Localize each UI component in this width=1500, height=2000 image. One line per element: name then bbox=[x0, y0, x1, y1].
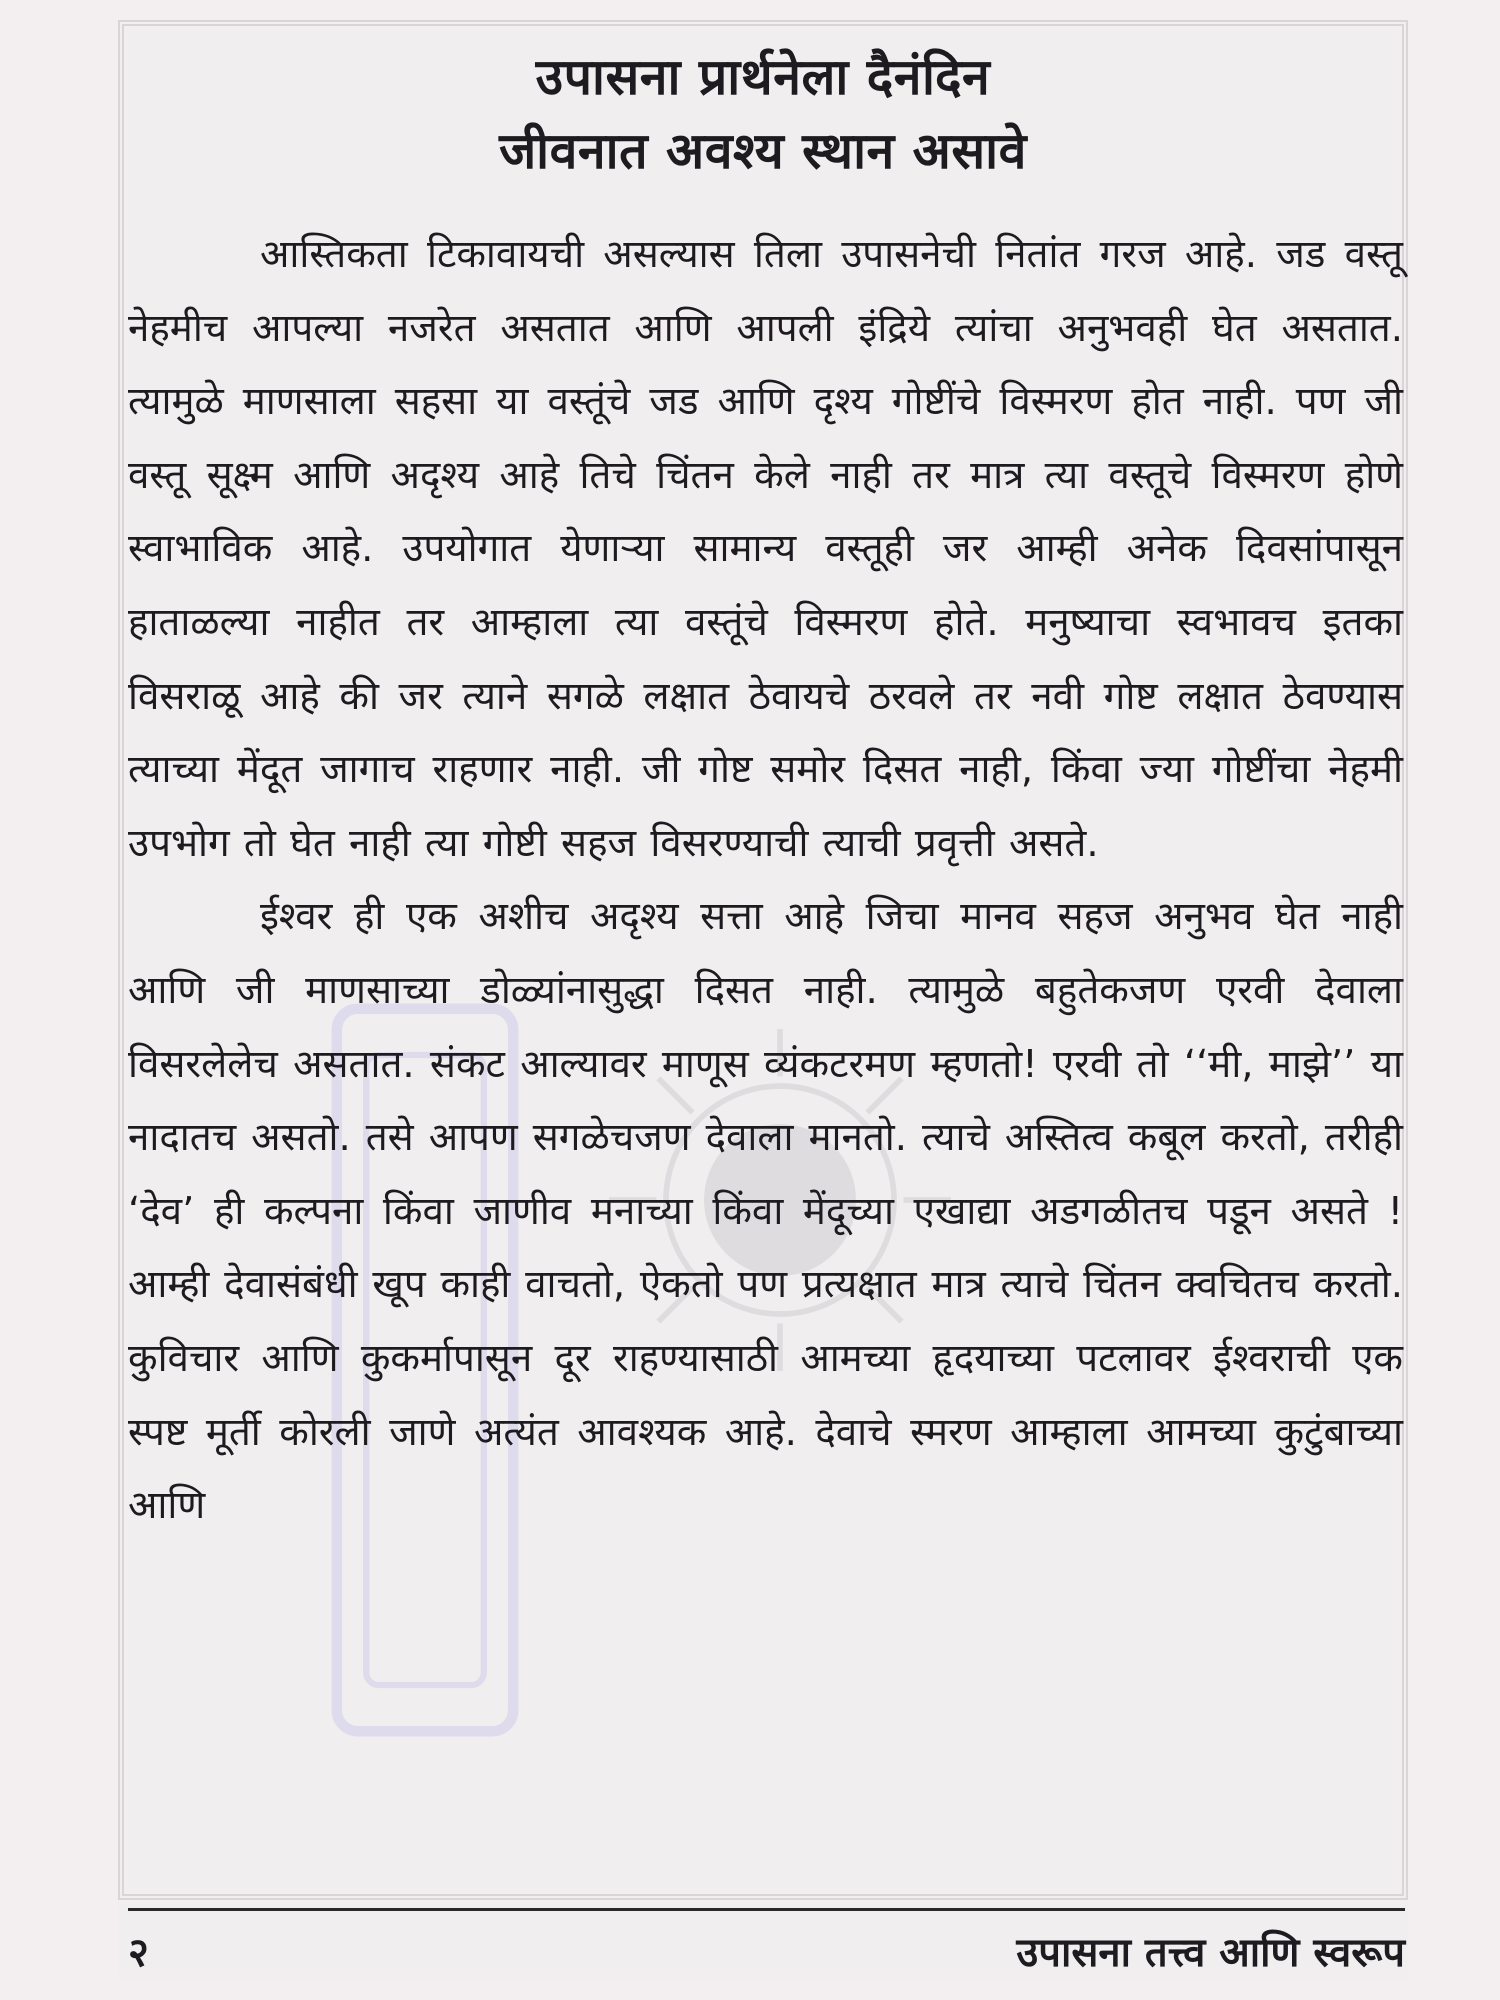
footer-rule bbox=[128, 1908, 1405, 1911]
paragraph-1: आस्तिकता टिकावायची असल्यास तिला उपासनेची नितांत गरज आहे. जड वस्तू नेहमीच आपल्या नजरेत असतात आणि आपली इंद्रिये त्यांचा अनुभवही घेत असतात. त्यामुळे माणसाला सहसा या वस्तूंचे जड आणि दृश्य गोष्टींचे विस्मरण होत नाही. पण जी वस्तू सूक्ष्म आणि अदृश्य आहे तिचे चिंतन केले नाही तर मात्र त्या वस्तूचे विस्मरण होणे स्वाभाविक आहे. उपयोगात येणाऱ्या सामान्य वस्तूही जर आम्ही अनेक दिवसांपासून हाताळल्या नाहीत तर आम्हाला त्या वस्तूंचे विस्मरण होते. मनुष्याचा स्वभावच इतका विसराळू आहे की जर त्याने सगळे लक्षात ठेवायचे ठरवले तर नवी गोष्ट लक्षात ठेवण्यास त्याच्या मेंदूत जागाच राहणार नाही. जी गोष्ट समोर दिसत नाही, किंवा ज्या गोष्टींचा नेहमी उपभोग तो घेत नाही त्या गोष्टी सहज विसरण्याची त्याची प्रवृत्ती असते. bbox=[128, 232, 1403, 866]
page-number: २ bbox=[128, 1930, 149, 1976]
chapter-title-line-2: जीवनात अवश्य स्थान असावे bbox=[499, 122, 1027, 180]
chapter-title-line-1: उपासना प्रार्थनेला दैनंदिन bbox=[535, 48, 991, 106]
chapter-title bbox=[118, 40, 1408, 188]
running-footer-book-title: उपासना तत्त्व आणि स्वरूप bbox=[1016, 1930, 1405, 1976]
paragraph-2: ईश्वर ही एक अशीच अदृश्य सत्ता आहे जिचा मानव सहज अनुभव घेत नाही आणि जी माणसाच्या डोळ्यांनासुद्धा दिसत नाही. त्यामुळे बहुतेकजण एरवी देवाला विसरलेलेच असतात. संकट आल्यावर माणूस व्यंकटरमण म्हणतो! एरवी तो ‘‘मी, माझे’’ या नादातच असतो. तसे आपण सगळेचजण देवाला मानतो. त्याचे अस्तित्व कबूल करतो, तरीही ‘देव’ ही कल्पना किंवा जाणीव मनाच्या किंवा मेंदूच्या एखाद्या अडगळीतच पडून असते ! आम्ही देवासंबंधी खूप काही वाचतो, ऐकतो पण प्रत्यक्षात मात्र त्याचे चिंतन क्वचितच करतो. कुविचार आणि कुकर्मापासून दूर राहण्यासाठी आमच्या हृदयाच्या पटलावर ईश्वराची एक स्पष्ट मूर्ती कोरली जाणे अत्यंत आवश्यक आहे. देवाचे स्मरण आम्हाला आमच्या कुटुंबाच्या आणि bbox=[128, 894, 1403, 1529]
body-text bbox=[128, 218, 1403, 1543]
